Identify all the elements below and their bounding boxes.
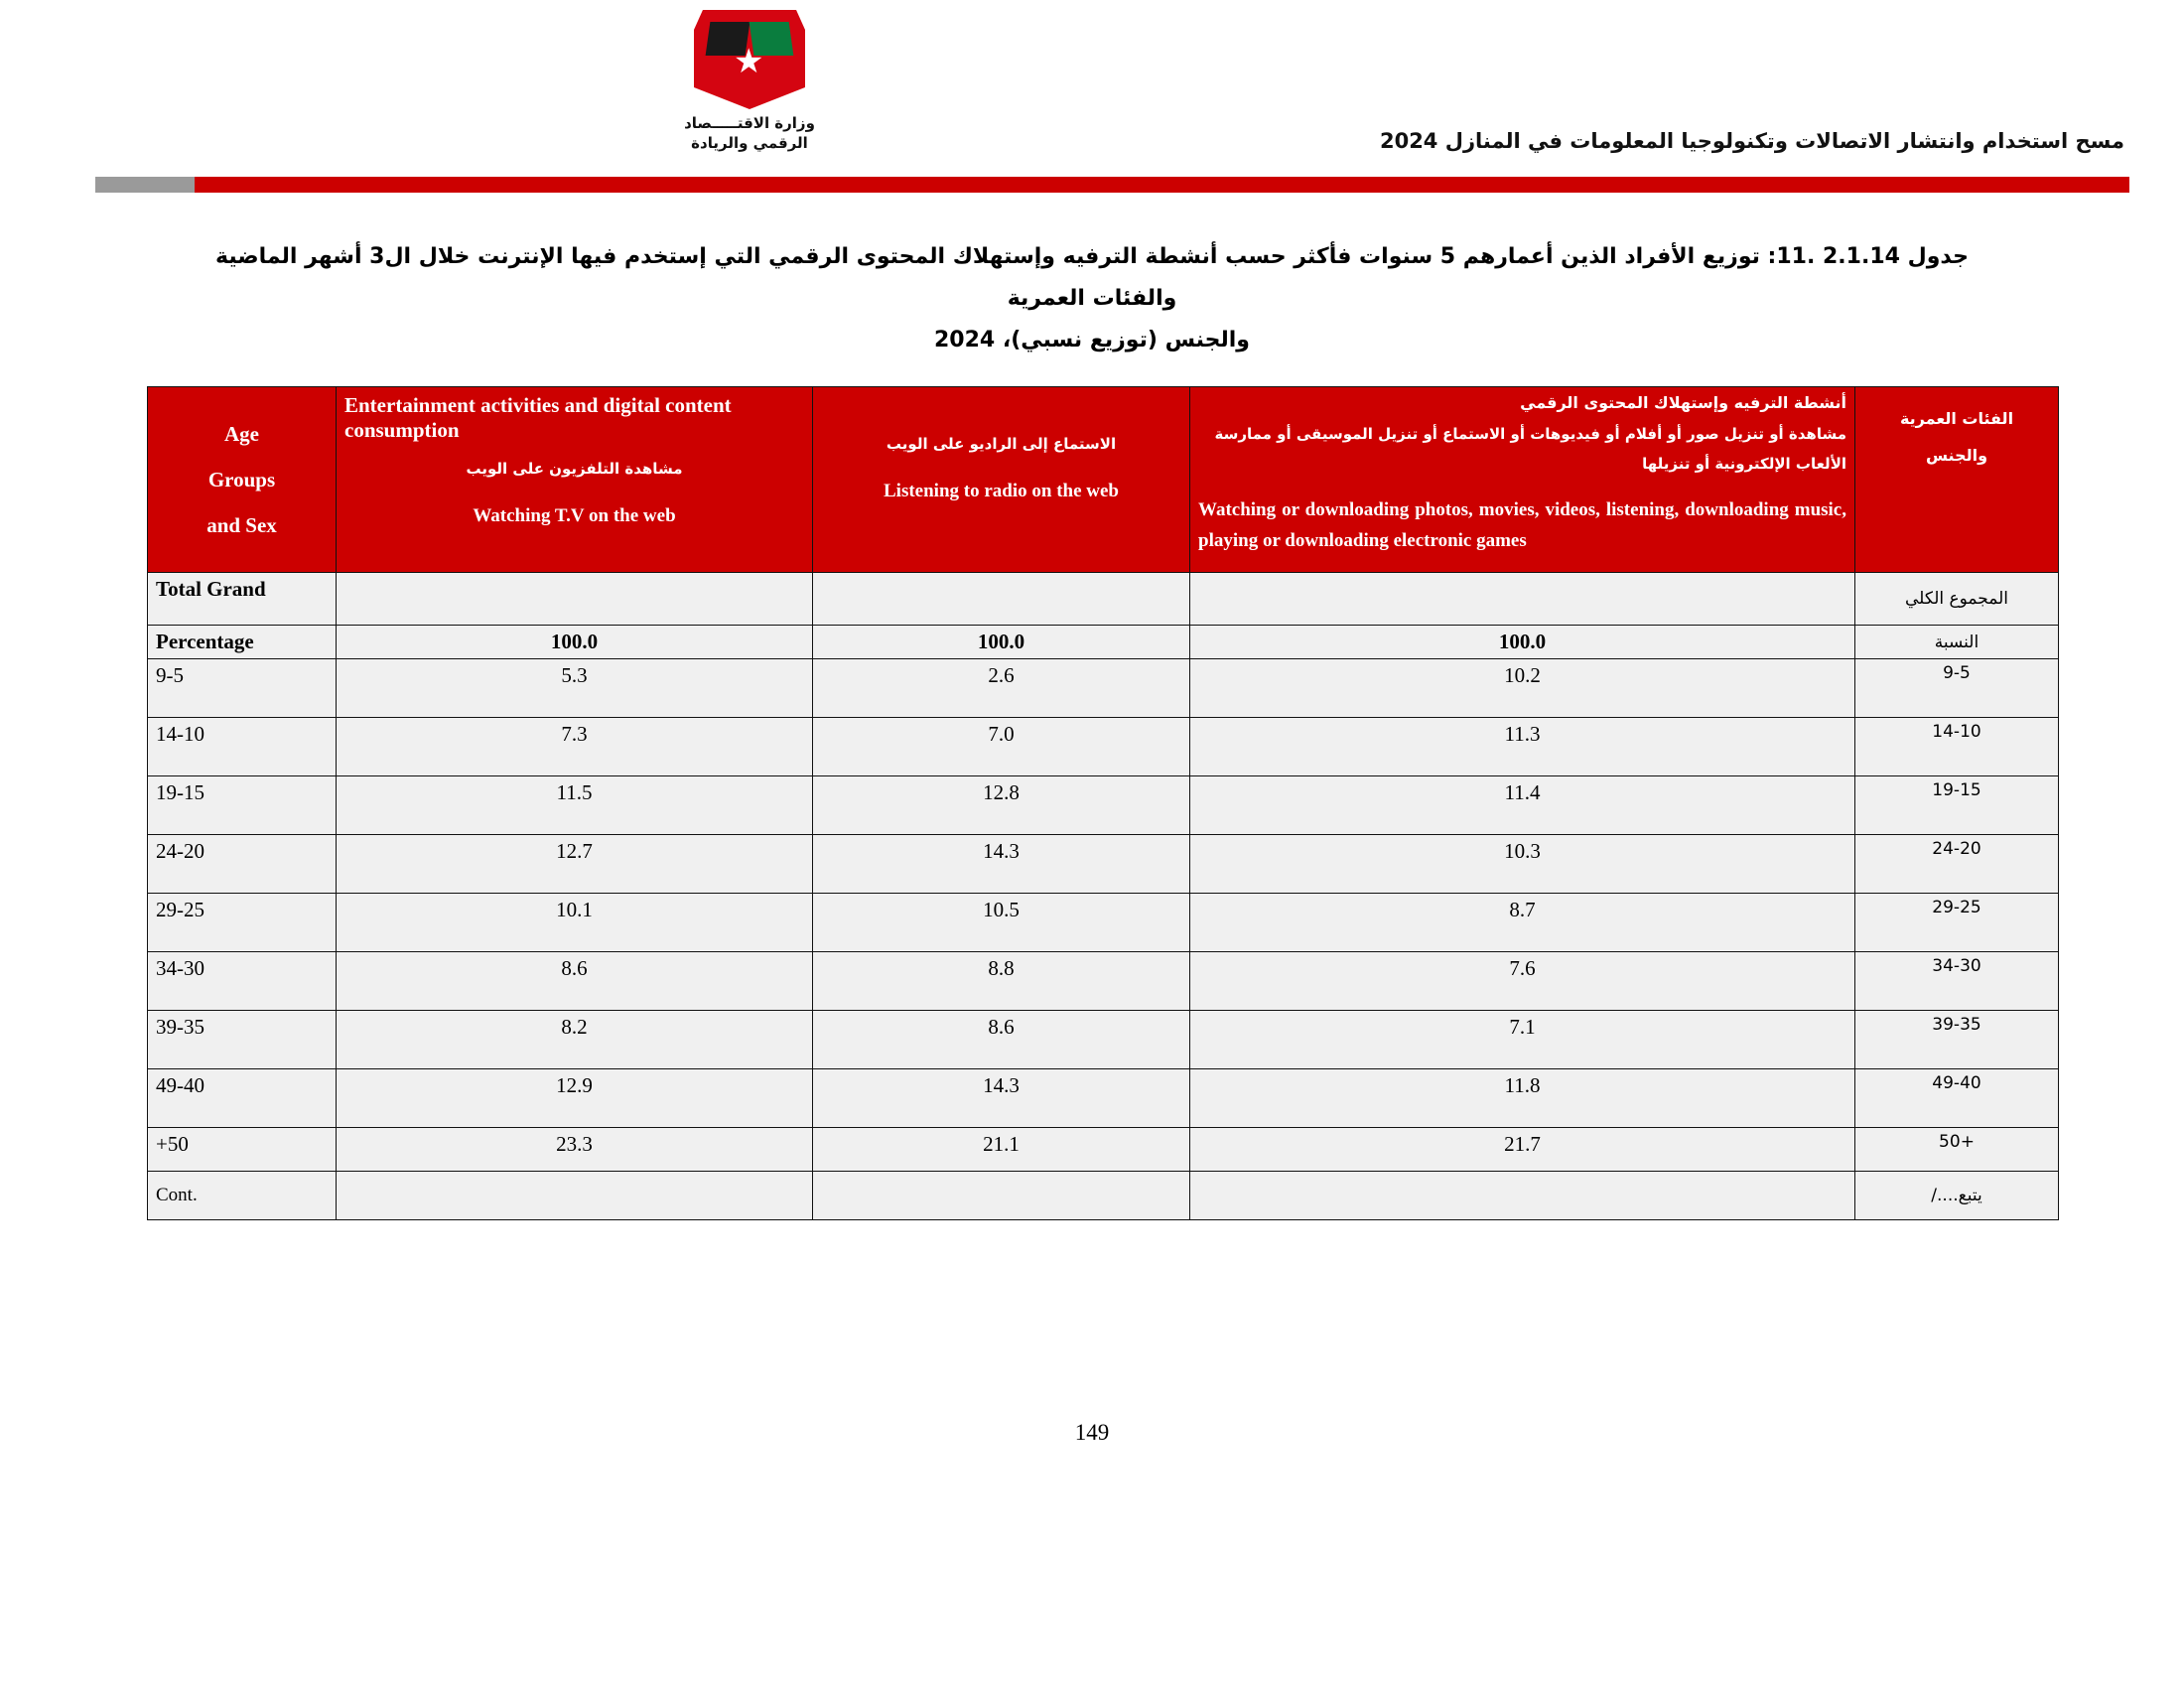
header-watching-tv-ar: مشاهدة التلفزيون على الويب	[466, 460, 683, 479]
header-listening-radio-ar: الاستماع إلى الراديو على الويب	[886, 435, 1117, 454]
row-label-en: 39-35	[148, 1011, 337, 1069]
row-label-ar: 39-35	[1855, 1011, 2059, 1069]
header-age-ar-line-2: والجنس	[1925, 446, 1988, 466]
header-column-photos-movies	[1190, 387, 1855, 573]
table-row	[148, 1128, 2059, 1172]
row-value-photos: 100.0	[1190, 626, 1855, 659]
statistics-table	[147, 386, 2059, 1220]
row-label-en: 29-25	[148, 894, 337, 952]
header-age-ar-line-1: الفئات العمرية	[1899, 409, 2014, 429]
row-value-tv: 10.1	[337, 894, 813, 952]
header-group-spacer	[821, 391, 1181, 418]
row-value-tv: 100.0	[337, 626, 813, 659]
row-value-radio: 7.0	[813, 718, 1190, 776]
table-row	[148, 776, 2059, 835]
row-value-radio: 100.0	[813, 626, 1190, 659]
table-row	[148, 1011, 2059, 1069]
row-label-ar: المجموع الكلي	[1855, 573, 2059, 626]
row-value-photos: 7.1	[1190, 1011, 1855, 1069]
header-age-line-3: and Sex	[206, 513, 277, 538]
header-listening-radio-en: Listening to radio on the web	[884, 480, 1119, 501]
row-value-radio: 8.8	[813, 952, 1190, 1011]
header-rule	[95, 177, 2129, 193]
row-value-tv: 8.2	[337, 1011, 813, 1069]
table-row	[148, 659, 2059, 718]
logo-shield-icon	[694, 10, 805, 109]
row-value-tv: 8.6	[337, 952, 813, 1011]
header-rule-red	[195, 177, 2129, 193]
row-value-photos: 7.6	[1190, 952, 1855, 1011]
row-value-tv: 5.3	[337, 659, 813, 718]
table-row	[148, 626, 2059, 659]
row-value-radio: 14.3	[813, 1069, 1190, 1128]
row-value-photos: 10.2	[1190, 659, 1855, 718]
row-label-ar: 9-5	[1855, 659, 2059, 718]
row-label-ar: 19-15	[1855, 776, 2059, 835]
row-value-photos: 8.7	[1190, 894, 1855, 952]
page-number: 149	[1074, 1420, 1110, 1445]
page-header	[0, 0, 2184, 189]
row-label-en: 19-15	[148, 776, 337, 835]
row-label-ar: 29-25	[1855, 894, 2059, 952]
row-value-radio: 10.5	[813, 894, 1190, 952]
table-body	[148, 573, 2059, 1220]
table-caption	[199, 236, 1985, 360]
row-label-en: +50	[148, 1128, 337, 1172]
header-age-line-2: Groups	[207, 468, 276, 492]
table-head	[148, 387, 2059, 573]
header-rule-gray	[95, 177, 195, 193]
row-label-en: 9-5	[148, 659, 337, 718]
row-value-radio: 2.6	[813, 659, 1190, 718]
header-photos-movies-en: Watching or downloading photos, movies, videos, listening, downloading music, playing or downloading electronic games	[1198, 498, 1846, 552]
row-value-tv: 11.5	[337, 776, 813, 835]
table-row	[148, 894, 2059, 952]
header-group-en: Entertainment activities and digital content consumption	[344, 393, 732, 443]
row-label-en: Percentage	[148, 626, 337, 659]
table-container	[147, 386, 2037, 1220]
table-row	[148, 1069, 2059, 1128]
header-age-line-1: Age	[224, 422, 259, 447]
row-label-en: 14-10	[148, 718, 337, 776]
row-label-ar: 34-30	[1855, 952, 2059, 1011]
logo-caption	[655, 113, 844, 154]
header-age-groups-ar	[1855, 387, 2059, 573]
row-value-tv: 12.7	[337, 835, 813, 894]
row-value-photos	[1190, 573, 1855, 626]
row-label-en: Cont.	[148, 1172, 337, 1220]
table-caption-line-1: جدول 2.1.14 .11: توزيع الأفراد الذين أعمارهم 5 سنوات فأكثر حسب أنشطة الترفيه وإستهلاك المحتوى الرقمي التي إستخدم فيها الإنترنت خلال ال3 أشهر الماضية والفئات العمرية	[215, 244, 1969, 311]
row-label-ar: 14-10	[1855, 718, 2059, 776]
row-value-radio: 21.1	[813, 1128, 1190, 1172]
row-value-photos	[1190, 1172, 1855, 1220]
ministry-logo	[655, 10, 844, 154]
header-photos-movies-ar: مشاهدة أو تنزيل صور أو أفلام أو فيديوهات أو الاستماع أو تنزيل الموسيقى أو ممارسة الألعاب الإلكترونية أو تنزيلها	[1214, 425, 1846, 473]
row-label-ar: +50	[1855, 1128, 2059, 1172]
row-value-radio: 14.3	[813, 835, 1190, 894]
logo-caption-line-2: الرقمي والريادة	[691, 134, 808, 153]
table-caption-line-2: والجنس (توزيع نسبي)، 2024	[934, 327, 1250, 352]
survey-title: مسح استخدام وانتشار الاتصالات وتكنولوجيا المعلومات في المنازل 2024	[1379, 129, 2124, 153]
row-label-en: Total Grand	[148, 573, 337, 626]
logo-caption-line-1: وزارة الاقتـــــصاد	[684, 114, 815, 132]
row-value-radio	[813, 1172, 1190, 1220]
header-watching-tv-en: Watching T.V on the web	[473, 504, 676, 526]
row-value-tv	[337, 1172, 813, 1220]
header-column-listening-radio	[813, 387, 1190, 573]
table-row	[148, 835, 2059, 894]
row-value-photos: 10.3	[1190, 835, 1855, 894]
logo-star-icon: ★	[734, 44, 764, 80]
row-label-ar: يتبع..../	[1855, 1172, 2059, 1220]
header-group-ar: أنشطة الترفيه وإستهلاك المحتوى الرقمي	[1520, 393, 1846, 413]
row-value-tv: 7.3	[337, 718, 813, 776]
table-row	[148, 573, 2059, 626]
row-label-en: 49-40	[148, 1069, 337, 1128]
row-label-en: 24-20	[148, 835, 337, 894]
table-row	[148, 952, 2059, 1011]
row-value-radio	[813, 573, 1190, 626]
row-value-photos: 11.8	[1190, 1069, 1855, 1128]
row-value-photos: 11.3	[1190, 718, 1855, 776]
table-header-row	[148, 387, 2059, 573]
row-value-photos: 11.4	[1190, 776, 1855, 835]
row-label-ar: النسبة	[1855, 626, 2059, 659]
row-value-tv: 12.9	[337, 1069, 813, 1128]
header-column-watching-tv	[337, 387, 813, 573]
row-label-en: 34-30	[148, 952, 337, 1011]
table-row-continued	[148, 1172, 2059, 1220]
row-label-ar: 49-40	[1855, 1069, 2059, 1128]
row-value-tv	[337, 573, 813, 626]
row-value-radio: 12.8	[813, 776, 1190, 835]
table-row	[148, 718, 2059, 776]
row-value-photos: 21.7	[1190, 1128, 1855, 1172]
row-value-tv: 23.3	[337, 1128, 813, 1172]
header-age-groups-en	[148, 387, 337, 573]
row-value-radio: 8.6	[813, 1011, 1190, 1069]
row-label-ar: 24-20	[1855, 835, 2059, 894]
